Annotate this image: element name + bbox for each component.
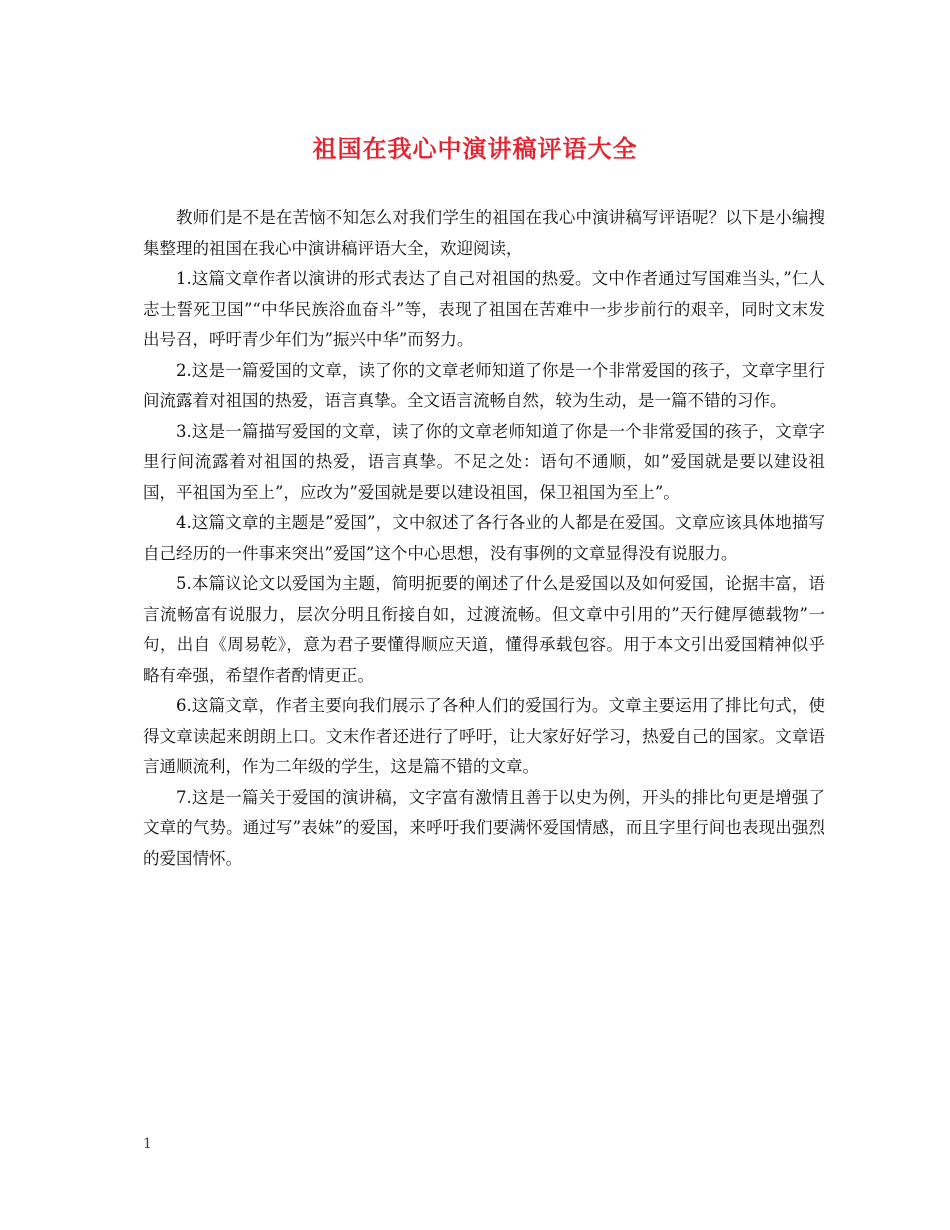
comment-paragraph-1: 1.这篇文章作者以演讲的形式表达了自己对祖国的热爱。文中作者通过写国难当头，”仁人志士誓死卫国”“中华民族浴血奋斗”等，表现了祖国在苦难中一步步前行的艰辛，同时文末发出号召，呼吁青少年们为”振兴中华”而努力。 bbox=[143, 269, 825, 349]
comment-paragraph-2: 2.这是一篇爱国的文章，读了你的文章老师知道了你是一个非常爱国的孩子，文章字里行间流露着对祖国的热爱，语言真挚。全文语言流畅自然，较为生动，是一篇不错的习作。 bbox=[143, 360, 825, 410]
document-title: 祖国在我心中演讲稿评语大全 bbox=[312, 134, 638, 163]
comment-paragraph-6: 6.这篇文章，作者主要向我们展示了各种人们的爱国行为。文章主要运用了排比句式，使得文章读起来朗朗上口。文末作者还进行了呼吁，让大家好好学习，热爱自己的国家。文章语言通顺流利，作为二年级的学生，这是篇不错的文章。 bbox=[143, 696, 825, 776]
intro-paragraph: 教师们是不是在苦恼不知怎么对我们学生的祖国在我心中演讲稿写评语呢？以下是小编搜集整理的祖国在我心中演讲稿评语大全，欢迎阅读， bbox=[143, 208, 825, 258]
comment-paragraph-4: 4.这篇文章的主题是”爱国”，文中叙述了各行各业的人都是在爱国。文章应该具体地描写自己经历的一件事来突出”爱国”这个中心思想，没有事例的文章显得没有说服力。 bbox=[143, 513, 825, 563]
comment-paragraph-3: 3.这是一篇描写爱国的文章，读了你的文章老师知道了你是一个非常爱国的孩子，文章字里行间流露着对祖国的热爱，语言真挚。不足之处：语句不通顺，如”爱国就是要以建设祖国，平祖国为至上”，应改为”爱国就是要以建设祖国，保卫祖国为至上”。 bbox=[143, 421, 825, 502]
document-body bbox=[143, 203, 825, 874]
page-number: 1 bbox=[143, 1136, 152, 1152]
comment-paragraph-5: 5.本篇议论文以爱国为主题，简明扼要的阐述了什么是爱国以及如何爱国，论据丰富，语言流畅富有说服力，层次分明且衔接自如，过渡流畅。但文章中引用的”天行健厚德载物”一句，出自《周易乾》，意为君子要懂得顺应天道，懂得承载包容。用于本文引出爱国精神似乎略有牵强，希望作者酌情更正。 bbox=[143, 574, 825, 685]
comment-paragraph-7: 7.这是一篇关于爱国的演讲稿，文字富有激情且善于以史为例，开头的排比句更是增强了文章的气势。通过写”表妹”的爱国，来呼吁我们要满怀爱国情感，而且字里行间也表现出强烈的爱国情怀。 bbox=[143, 787, 825, 868]
